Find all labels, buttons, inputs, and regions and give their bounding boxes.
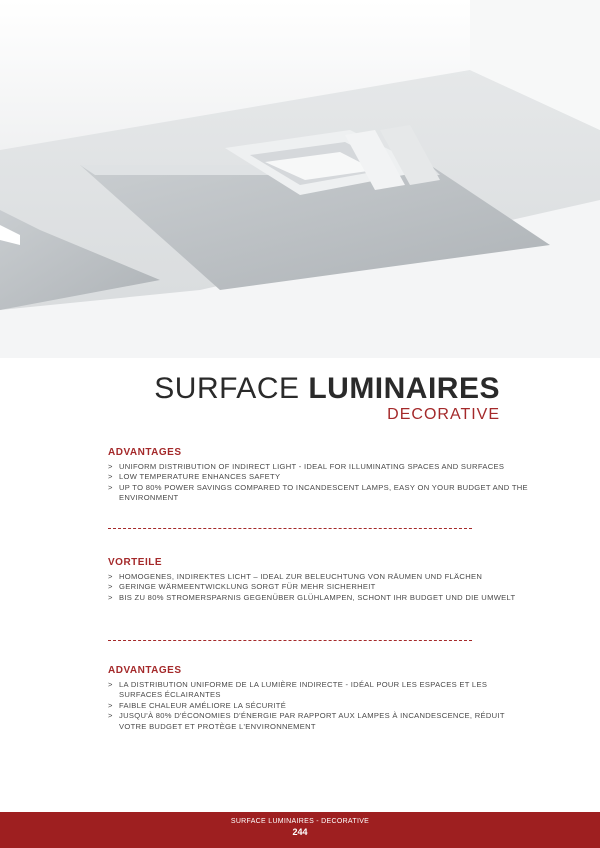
page-number: 244 xyxy=(292,827,308,837)
bullet-marker: > xyxy=(108,572,113,581)
product-photo xyxy=(0,0,600,358)
bullet-marker: > xyxy=(108,582,113,592)
list-item-text: FAIBLE CHALEUR AMÉLIORE LA SÉCURITÉ xyxy=(119,700,287,710)
bullet-marker: > xyxy=(108,711,113,721)
title-light: SURFACE xyxy=(154,372,309,405)
section-vorteile-de xyxy=(108,557,528,603)
list-item-text: UP TO 80% POWER SAVINGS COMPARED TO INCANDESCENT LAMPS, EASY ON YOUR BUDGET AND THE ENVIRONMENT xyxy=(119,482,528,503)
bullet-marker: > xyxy=(108,700,113,710)
list-item xyxy=(108,582,528,592)
list-item-text: UNIFORM DISTRIBUTION OF INDIRECT LIGHT - IDEAL FOR ILLUMINATING SPACES AND SURFACES xyxy=(119,462,505,471)
luminaire-illustration xyxy=(0,0,600,358)
list-item xyxy=(108,701,528,711)
list-item xyxy=(108,483,528,504)
list-item xyxy=(108,711,528,732)
section-advantages-en xyxy=(108,447,528,504)
list-item-text: BIS ZU 80% STROMERSPARNIS GEGENÜBER GLÜHLAMPEN, SCHONT IHR BUDGET UND DIE UMWELT xyxy=(119,592,516,602)
bullet-marker: > xyxy=(108,462,113,471)
list-item xyxy=(108,680,528,701)
list-item xyxy=(108,593,528,603)
section-heading: VORTEILE xyxy=(108,557,163,568)
section-heading: ADVANTAGES xyxy=(108,665,182,676)
section-heading: ADVANTAGES xyxy=(108,447,182,458)
page-footer xyxy=(0,812,600,848)
title-bold: LUMINAIRES xyxy=(308,372,500,405)
bullet-marker: > xyxy=(108,482,113,492)
dashed-divider xyxy=(108,640,472,641)
bullet-list xyxy=(108,572,528,603)
list-item-text: HOMOGENES, INDIREKTES LICHT – IDEAL ZUR BELEUCHTUNG VON RÄUMEN UND FLÄCHEN xyxy=(119,572,483,581)
section-advantages-fr xyxy=(108,665,528,732)
list-item xyxy=(108,472,528,482)
bullet-marker: > xyxy=(108,592,113,602)
list-item-text: JUSQU'À 80% D'ÉCONOMIES D'ÉNERGIE PAR RAPPORT AUX LAMPES À INCANDESCENCE, RÉDUIT VOTRE BUDGET ET PROTÈGE L'ENVIRONNEMENT xyxy=(119,711,505,731)
list-item xyxy=(108,572,528,582)
list-item xyxy=(108,462,528,472)
list-item-text: GERINGE WÄRMEENTWICKLUNG SORGT FÜR MEHR SICHERHEIT xyxy=(119,582,376,592)
bullet-marker: > xyxy=(108,472,113,482)
bullet-marker: > xyxy=(108,680,113,689)
footer-label: SURFACE LUMINAIRES - DECORATIVE xyxy=(230,818,370,825)
bullet-list xyxy=(108,680,528,732)
bullet-list xyxy=(108,462,528,504)
list-item-text: LA DISTRIBUTION UNIFORME DE LA LUMIÈRE INDIRECTE - IDÉAL POUR LES ESPACES ET LES SURFACES ÉCLAIRANTES xyxy=(119,680,488,700)
list-item-text: LOW TEMPERATURE ENHANCES SAFETY xyxy=(119,472,281,482)
dashed-divider xyxy=(108,528,472,529)
page-subtitle: DECORATIVE xyxy=(387,406,500,423)
page-title xyxy=(154,372,500,406)
